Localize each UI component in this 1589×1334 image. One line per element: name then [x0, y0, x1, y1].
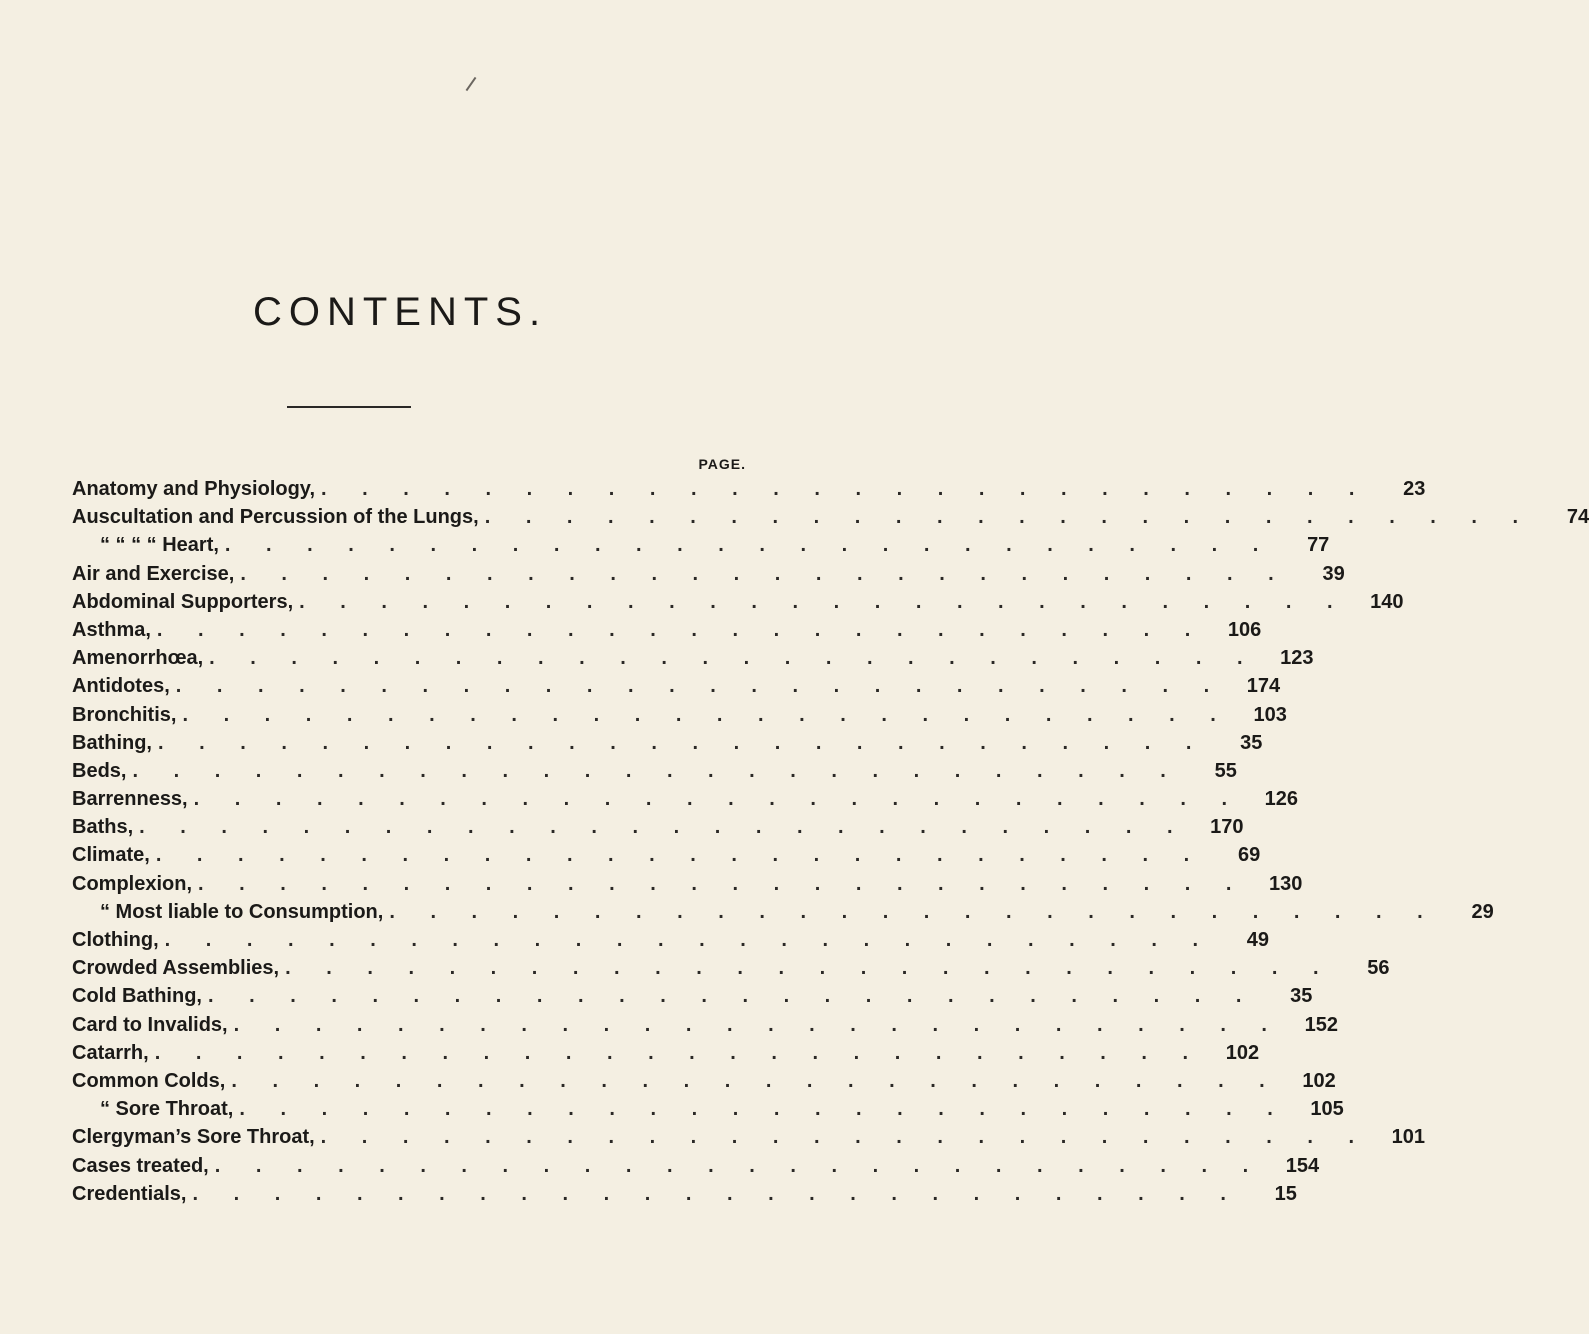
- entry-page-number: 29: [1471, 900, 1494, 923]
- contents-entry: [72, 478, 1426, 506]
- contents-entry: [72, 929, 1270, 957]
- contents-entry: [72, 900, 1494, 929]
- entry-page-number: 126: [1264, 788, 1299, 811]
- entry-page-number: 74: [1566, 506, 1589, 529]
- contents-entry: [72, 731, 1263, 760]
- dot-leader: . . . . . . . . . . . . . . . . . . . . . . . . . .: [193, 788, 1243, 811]
- entry-page-number: 130: [1269, 872, 1303, 895]
- entry-label: Beds,: [72, 759, 127, 782]
- entry-page-number: 170: [1210, 816, 1244, 839]
- entry-label: Cold Bathing,: [72, 985, 202, 1008]
- dot-leader: . . . . . . . . . . . . . . . . . . . . . . . . . .: [207, 985, 1257, 1008]
- contents-entry: [72, 816, 1244, 844]
- entry-label: Crowded Assemblies,: [72, 957, 280, 980]
- entry-page-number: 102: [1225, 1041, 1260, 1064]
- entry-label: Air and Exercise,: [72, 562, 235, 585]
- entry-page-number: 102: [1302, 1069, 1336, 1092]
- contents-entry: [72, 590, 1404, 619]
- dot-leader: . . . . . . . . . . . . . . . . . . . . . . . . . .: [214, 1154, 1264, 1177]
- entry-label: Catarrh,: [72, 1041, 149, 1064]
- entry-page-number: 69: [1237, 844, 1261, 867]
- entry-label: “ Sore Throat,: [100, 1098, 234, 1121]
- dot-leader: . . . . . . . . . . . . . . . . . . . . . . . . . .: [233, 1013, 1282, 1036]
- dot-leader: . . . . . . . . . . . . . . . . . . . . . . . . . .: [164, 929, 1214, 951]
- dot-leader: . . . . . . . . . . . . . . . . . . . . . . . . . .: [320, 1126, 1370, 1149]
- entry-page-number: 56: [1367, 957, 1390, 980]
- entry-label: Common Colds,: [72, 1069, 226, 1092]
- contents-entry: [72, 534, 1330, 562]
- contents-entry: [72, 1126, 1426, 1154]
- entry-label: Auscultation and Percussion of the Lungs,: [72, 506, 479, 529]
- contents-entry: [72, 703, 1287, 732]
- contents-entry: [72, 844, 1261, 872]
- contents-entry: [72, 957, 1390, 985]
- entry-page-number: 35: [1240, 731, 1263, 754]
- dot-leader: . . . . . . . . . . . . . . . . . . . . . . . . . .: [299, 590, 1348, 613]
- contents-entry: [72, 872, 1303, 901]
- entry-label: Bathing,: [72, 731, 152, 754]
- entry-label: Card to Invalids,: [72, 1013, 228, 1036]
- contents-entry: [72, 562, 1345, 591]
- contents-entry: [72, 1041, 1260, 1070]
- dot-leader: . . . . . . . . . . . . . . . . . . . . . . . . . .: [198, 872, 1247, 895]
- contents-list: [72, 478, 1589, 1211]
- dot-leader: . . . . . . . . . . . . . . . . . . . . . . . . . .: [132, 759, 1181, 782]
- contents-entry: [72, 1182, 1297, 1211]
- dot-leader: . . . . . . . . . . . . . . . . . . . . . . . . . .: [155, 844, 1205, 867]
- dot-leader: . . . . . . . . . . . . . . . . . . . . . . . . . .: [156, 618, 1206, 641]
- contents-entry: [72, 675, 1281, 703]
- page-column-header: PAGE.: [698, 456, 746, 472]
- contents-entry: [72, 1013, 1338, 1042]
- dot-leader: . . . . . . . . . . . . . . . . . . . . . . . . . .: [231, 1069, 1280, 1092]
- contents-entry: [72, 1098, 1344, 1126]
- entry-label: Anatomy and Physiology,: [72, 478, 315, 500]
- entry-page-number: 55: [1214, 759, 1237, 782]
- dot-leader: . . . . . . . . . . . . . . . . . . . . . . . . . .: [285, 957, 1334, 980]
- entry-label: Clergyman’s Sore Throat,: [72, 1126, 315, 1149]
- contents-entry: [72, 647, 1314, 675]
- contents-entry: [72, 506, 1589, 534]
- entry-label: Complexion,: [72, 872, 193, 895]
- entry-label: Credentials,: [72, 1182, 187, 1205]
- entry-page-number: 154: [1285, 1154, 1320, 1177]
- contents-entry: [72, 788, 1299, 816]
- entry-label: “ Most liable to Consumption,: [100, 900, 384, 923]
- entry-label: Amenorrhœa,: [72, 647, 204, 670]
- entry-page-number: 39: [1322, 562, 1345, 585]
- dot-leader: . . . . . . . . . . . . . . . . . . . . . . . . . .: [389, 900, 1438, 923]
- page-title: CONTENTS.: [252, 290, 548, 334]
- contents-entry: [72, 985, 1313, 1013]
- entry-label: “ “ “ “ Heart,: [100, 534, 219, 557]
- dot-leader: . . . . . . . . . . . . . . . . . . . . . . . . . .: [158, 731, 1207, 754]
- entry-label: Climate,: [72, 844, 150, 867]
- entry-label: Abdominal Supporters,: [72, 590, 294, 613]
- title-rule: [287, 406, 411, 408]
- dot-leader: . . . . . . . . . . . . . . . . . . . . . . . . . .: [154, 1041, 1204, 1064]
- entry-page-number: 174: [1246, 675, 1281, 698]
- pencil-mark: [466, 77, 477, 91]
- dot-leader: . . . . . . . . . . . . . . . . . . . . . . . . . .: [139, 816, 1188, 839]
- contents-entry: [72, 618, 1262, 647]
- entry-page-number: 77: [1307, 534, 1330, 557]
- entry-page-number: 103: [1253, 703, 1287, 726]
- contents-entry: [72, 759, 1237, 788]
- dot-leader: . . . . . . . . . . . . . . . . . . . . . . . . . .: [484, 506, 1534, 529]
- dot-leader: . . . . . . . . . . . . . . . . . . . . . . . . . .: [239, 1098, 1288, 1121]
- contents-entry: [72, 1154, 1320, 1183]
- entry-page-number: 15: [1274, 1182, 1297, 1205]
- entry-page-number: 152: [1304, 1013, 1338, 1036]
- entry-label: Clothing,: [72, 929, 159, 951]
- entry-page-number: 106: [1227, 618, 1262, 641]
- contents-entry: [72, 1069, 1336, 1098]
- entry-label: Barrenness,: [72, 788, 188, 811]
- dot-leader: . . . . . . . . . . . . . . . . . . . . . . . . . .: [224, 534, 1274, 557]
- dot-leader: . . . . . . . . . . . . . . . . . . . . . . . . . .: [192, 1182, 1241, 1205]
- entry-page-number: 101: [1391, 1126, 1426, 1149]
- dot-leader: . . . . . . . . . . . . . . . . . . . . . . . . . .: [175, 675, 1225, 698]
- entry-label: Bronchitis,: [72, 703, 177, 726]
- entry-label: Baths,: [72, 816, 134, 839]
- entry-page-number: 105: [1310, 1098, 1344, 1121]
- entry-label: Antidotes,: [72, 675, 170, 698]
- dot-leader: . . . . . . . . . . . . . . . . . . . . . . . . . .: [321, 478, 1370, 500]
- entry-page-number: 123: [1280, 647, 1314, 670]
- dot-leader: . . . . . . . . . . . . . . . . . . . . . . . . . .: [240, 562, 1289, 585]
- entry-page-number: 23: [1403, 478, 1426, 500]
- entry-page-number: 49: [1246, 929, 1270, 951]
- entry-page-number: 35: [1290, 985, 1313, 1008]
- entry-page-number: 140: [1370, 590, 1404, 613]
- dot-leader: . . . . . . . . . . . . . . . . . . . . . . . . . .: [209, 647, 1258, 670]
- entry-label: Asthma,: [72, 618, 151, 641]
- entry-label: Cases treated,: [72, 1154, 209, 1177]
- dot-leader: . . . . . . . . . . . . . . . . . . . . . . . . . .: [182, 703, 1231, 726]
